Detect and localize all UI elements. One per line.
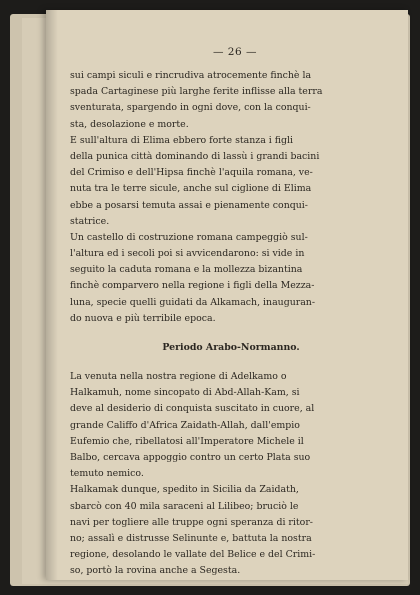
paragraph-5: [70, 482, 392, 579]
paragraph-4: [70, 369, 392, 482]
text-line: sbarcò con 40 mila saraceni al Lilibeo; bruciò le: [70, 500, 299, 512]
text-line: sta, desolazione e morte.: [70, 118, 189, 130]
paragraph-2: [70, 133, 392, 230]
text-line: finchè comparvero nella regione i figli della Mezza-: [70, 280, 315, 292]
text-line: temuto nemico.: [70, 468, 144, 480]
paragraph-1: [70, 68, 392, 133]
text-line: Balbo, cercava appoggio contro un certo Plata suo: [70, 451, 311, 463]
paragraph-3: [70, 230, 392, 327]
text-line: sventurata, spargendo in ogni dove, con la conqui-: [70, 102, 311, 114]
text-line: La venuta nella nostra regione di Adelkamo o: [70, 371, 287, 382]
text-line: seguito la caduta romana e la mollezza bizantina: [70, 264, 303, 276]
page-number: — 26 —: [212, 46, 258, 58]
text-line: navi per togliere alle truppe ogni speranza di ritor-: [70, 516, 313, 528]
section-heading: Periodo Arabo-Normanno.: [162, 342, 300, 353]
text-line: no; assalì e distrusse Selinunte e, battuta la nostra: [70, 532, 312, 544]
text-line: ebbe a posarsi temuta assai e pienamente conqui-: [70, 199, 308, 211]
text-line: del Crimiso e dell'Hipsa finchè l'aquila romana, ve-: [70, 167, 313, 179]
text-line: so, portò la rovina anche a Segesta.: [70, 565, 241, 577]
text-line: della punica città dominando di lassù i grandi bacini: [70, 150, 320, 162]
text-line: regione, desolando le vallate del Belice e del Crimi-: [70, 549, 316, 561]
text-line: nuta tra le terre sicule, anche sul ciglione di Elima: [70, 183, 312, 195]
text-line: sui campi siculi e rincrudiva atrocemente finchè la: [70, 70, 312, 81]
text-line: luna, specie quelli guidati da Alkamach, inauguran-: [70, 296, 316, 308]
text-line: Un castello di costruzione romana campeggiò sul-: [70, 231, 308, 243]
text-line: l'altura ed i secoli poi si avvicendarono: si vide in: [70, 248, 305, 260]
text-line: spada Cartaginese più larghe ferite inflisse alla terra: [70, 86, 323, 98]
text-line: Eufemio che, ribellatosi all'Imperatore Michele il: [70, 435, 304, 447]
text-line: do nuova e più terribile epoca.: [70, 312, 216, 324]
text-line: deve al desiderio di conquista suscitato in cuore, al: [70, 403, 315, 415]
page-content: [70, 44, 392, 579]
text-line: Halkamak dunque, spedito in Sicilia da Zaidath,: [70, 484, 299, 496]
text-line: grande Califfo d'Africa Zaidath-Allah, dall'empio: [70, 419, 300, 431]
text-line: statrice.: [70, 215, 110, 227]
text-line: E sull'altura di Elima ebbero forte stanza i figli: [70, 134, 294, 146]
page-edge-shadow: [46, 10, 58, 580]
text-line: Halkamuh, nome sincopato di Abd-Allah-Kam, si: [70, 387, 300, 399]
